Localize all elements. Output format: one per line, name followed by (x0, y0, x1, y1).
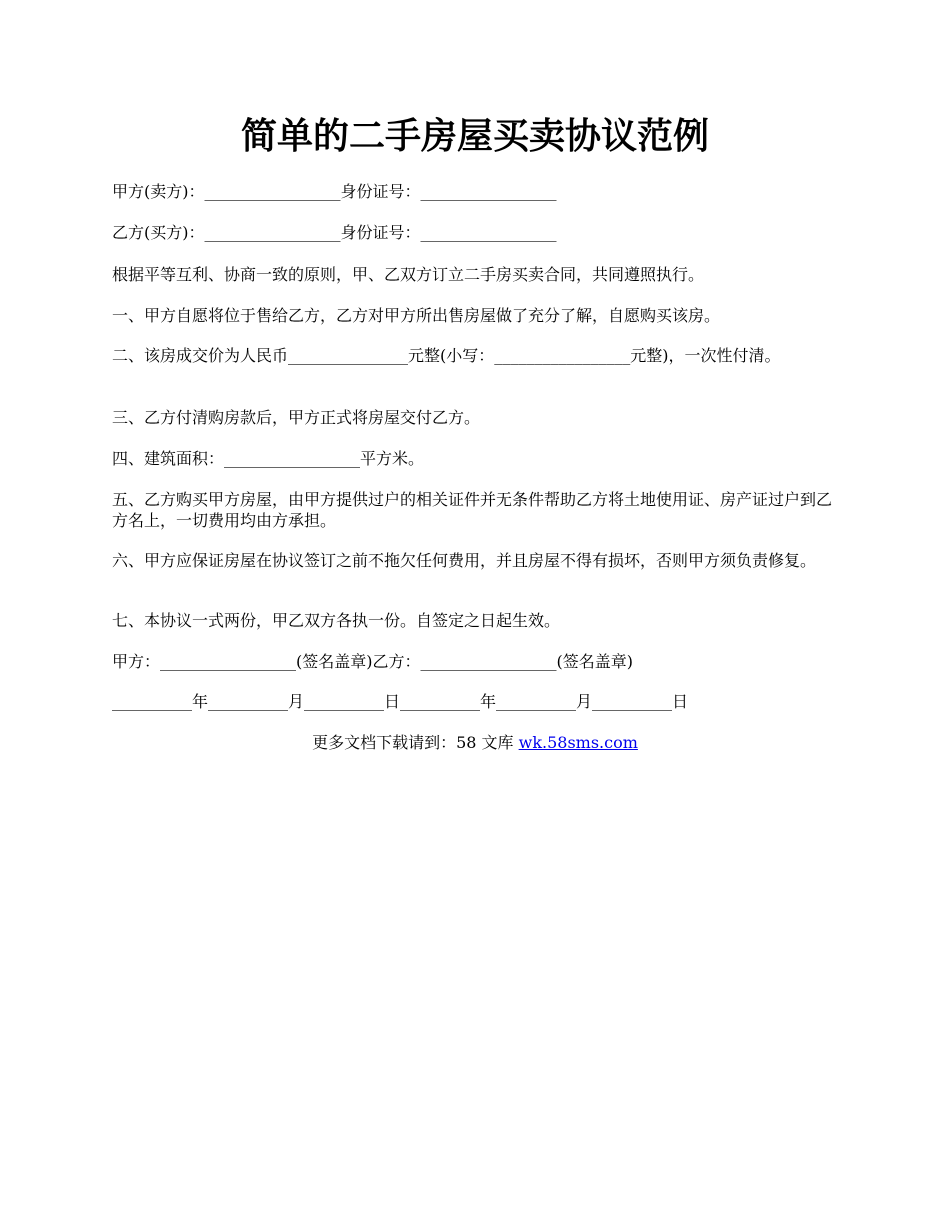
signature-line: 甲方：_________________(签名盖章)乙方：_________________(签名盖章) (112, 652, 633, 671)
clause-7: 七、本协议一式两份，甲乙双方各执一份。自签定之日起生效。 (112, 611, 561, 630)
download-footer (0, 732, 950, 753)
date-line: __________年__________月__________日__________年__________月__________日 (112, 692, 689, 711)
preamble-paragraph: 根据平等互利、协商一致的原则，甲、乙双方订立二手房买卖合同，共同遵照执行。 (112, 265, 705, 284)
clause-2: 二、该房成交价为人民币_______________元整(小写：_________________元整)，一次性付清。 (112, 346, 781, 365)
footer-link[interactable]: wk.58sms.com (518, 733, 638, 752)
footer-prefix: 更多文档下载请到：58 文库 (312, 733, 519, 752)
party-b-line: 乙方(买方)：_________________身份证号：_________________ (112, 223, 557, 242)
clause-5: 五、乙方购买甲方房屋，由甲方提供过户的相关证件并无条件帮助乙方将土地使用证、房产证过户到乙方名上，一切费用均由方承担。 (112, 490, 833, 530)
document-title: 简单的二手房屋买卖协议范例 (240, 115, 709, 157)
clause-1: 一、甲方自愿将位于售给乙方，乙方对甲方所出售房屋做了充分了解，自愿购买该房。 (112, 306, 721, 325)
clause-3: 三、乙方付清购房款后，甲方正式将房屋交付乙方。 (112, 408, 481, 427)
party-a-line: 甲方(卖方)：_________________身份证号：_________________ (112, 182, 557, 201)
clause-4: 四、建筑面积：_________________平方米。 (112, 449, 425, 468)
clause-6: 六、甲方应保证房屋在协议签订之前不拖欠任何费用，并且房屋不得有损坏，否则甲方须负责修复。 (112, 551, 817, 570)
